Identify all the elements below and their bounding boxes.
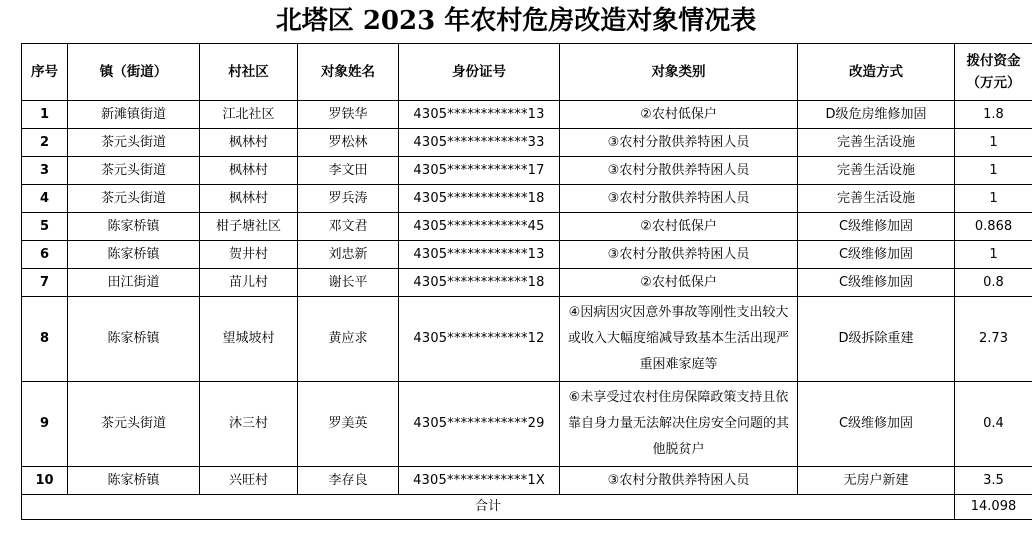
cell-seq: 1: [22, 101, 68, 129]
cell-fund: 2.73: [955, 297, 1032, 382]
cell-village: 贺井村: [200, 241, 298, 269]
cell-town: 茶元头街道: [68, 157, 200, 185]
cell-name: 刘忠新: [298, 241, 399, 269]
cell-seq: 5: [22, 213, 68, 241]
cell-category: ③农村分散供养特困人员: [560, 241, 798, 269]
cell-village: 江北社区: [200, 101, 298, 129]
cell-method: 完善生活设施: [798, 185, 955, 213]
cell-town: 茶元头街道: [68, 185, 200, 213]
cell-town: 陈家桥镇: [68, 467, 200, 495]
table-row: [22, 467, 1032, 495]
table-row: [22, 241, 1032, 269]
cell-fund: 1.8: [955, 101, 1032, 129]
cell-method: 无房户新建: [798, 467, 955, 495]
cell-fund: 0.868: [955, 213, 1032, 241]
cell-village: 枫林村: [200, 185, 298, 213]
cell-town: 田江街道: [68, 269, 200, 297]
cell-id: 4305************18: [399, 185, 560, 213]
cell-category: ②农村低保户: [560, 213, 798, 241]
header-method: 改造方式: [798, 44, 955, 101]
page-title: 北塔区 2023 年农村危房改造对象情况表: [275, 6, 757, 36]
table-row: [22, 213, 1032, 241]
cell-seq: 9: [22, 382, 68, 467]
cell-method: 完善生活设施: [798, 129, 955, 157]
cell-fund: 1: [955, 157, 1032, 185]
table-row: [22, 129, 1032, 157]
cell-id: 4305************1X: [399, 467, 560, 495]
cell-town: 陈家桥镇: [68, 297, 200, 382]
cell-name: 李存良: [298, 467, 399, 495]
header-fund-line2: （万元）: [966, 75, 1021, 91]
cell-seq: 2: [22, 129, 68, 157]
cell-category: ⑥未享受过农村住房保障政策支持且依靠自身力量无法解决住房安全问题的其他脱贫户: [560, 382, 798, 467]
cell-name: 罗松林: [298, 129, 399, 157]
cell-method: C级维修加固: [798, 213, 955, 241]
table-row: [22, 297, 1032, 382]
cell-name: 罗美英: [298, 382, 399, 467]
total-row: [22, 495, 1032, 520]
header-town: 镇（街道）: [68, 44, 200, 101]
cell-village: 柑子塘社区: [200, 213, 298, 241]
cell-method: C级维修加固: [798, 382, 955, 467]
cell-id: 4305************45: [399, 213, 560, 241]
cell-seq: 8: [22, 297, 68, 382]
table-row: [22, 185, 1032, 213]
cell-village: 兴旺村: [200, 467, 298, 495]
cell-town: 茶元头街道: [68, 382, 200, 467]
cell-category: ③农村分散供养特困人员: [560, 129, 798, 157]
cell-id: 4305************17: [399, 157, 560, 185]
cell-village: 枫林村: [200, 157, 298, 185]
table-row: [22, 101, 1032, 129]
cell-category: ②农村低保户: [560, 101, 798, 129]
cell-id: 4305************18: [399, 269, 560, 297]
cell-fund: 1: [955, 185, 1032, 213]
header-fund: [955, 44, 1032, 101]
table-row: [22, 157, 1032, 185]
cell-category: ④因病因灾因意外事故等刚性支出较大或收入大幅度缩减导致基本生活出现严重困难家庭等: [560, 297, 798, 382]
cell-method: 完善生活设施: [798, 157, 955, 185]
cell-category: ③农村分散供养特困人员: [560, 157, 798, 185]
cell-method: C级维修加固: [798, 269, 955, 297]
cell-method: D级危房维修加固: [798, 101, 955, 129]
cell-name: 罗兵涛: [298, 185, 399, 213]
cell-name: 罗铁华: [298, 101, 399, 129]
cell-seq: 6: [22, 241, 68, 269]
cell-town: 新滩镇街道: [68, 101, 200, 129]
cell-category: ③农村分散供养特困人员: [560, 467, 798, 495]
header-category: 对象类别: [560, 44, 798, 101]
cell-method: C级维修加固: [798, 241, 955, 269]
cell-town: 陈家桥镇: [68, 241, 200, 269]
cell-fund: 0.8: [955, 269, 1032, 297]
header-fund-line1: 拨付资金: [966, 53, 1021, 69]
cell-seq: 3: [22, 157, 68, 185]
cell-id: 4305************33: [399, 129, 560, 157]
cell-method: D级拆除重建: [798, 297, 955, 382]
cell-id: 4305************29: [399, 382, 560, 467]
cell-fund: 3.5: [955, 467, 1032, 495]
cell-name: 谢长平: [298, 269, 399, 297]
table-row: [22, 269, 1032, 297]
cell-name: 邓文君: [298, 213, 399, 241]
table-header-row: [22, 44, 1032, 101]
cell-name: 黄应求: [298, 297, 399, 382]
cell-town: 茶元头街道: [68, 129, 200, 157]
cell-fund: 1: [955, 129, 1032, 157]
cell-town: 陈家桥镇: [68, 213, 200, 241]
cell-seq: 7: [22, 269, 68, 297]
cell-category: ③农村分散供养特困人员: [560, 185, 798, 213]
cell-name: 李文田: [298, 157, 399, 185]
header-seq: 序号: [22, 44, 68, 101]
cell-village: 沐三村: [200, 382, 298, 467]
data-table: [21, 43, 1032, 520]
cell-category: ②农村低保户: [560, 269, 798, 297]
cell-id: 4305************13: [399, 241, 560, 269]
cell-village: 望城坡村: [200, 297, 298, 382]
cell-fund: 1: [955, 241, 1032, 269]
header-village: 村社区: [200, 44, 298, 101]
cell-village: 苗儿村: [200, 269, 298, 297]
cell-seq: 4: [22, 185, 68, 213]
cell-id: 4305************12: [399, 297, 560, 382]
cell-seq: 10: [22, 467, 68, 495]
cell-village: 枫林村: [200, 129, 298, 157]
cell-id: 4305************13: [399, 101, 560, 129]
total-fund: 14.098: [955, 495, 1032, 520]
header-name: 对象姓名: [298, 44, 399, 101]
cell-fund: 0.4: [955, 382, 1032, 467]
table-row: [22, 382, 1032, 467]
total-label: 合计: [22, 495, 955, 520]
header-id: 身份证号: [399, 44, 560, 101]
